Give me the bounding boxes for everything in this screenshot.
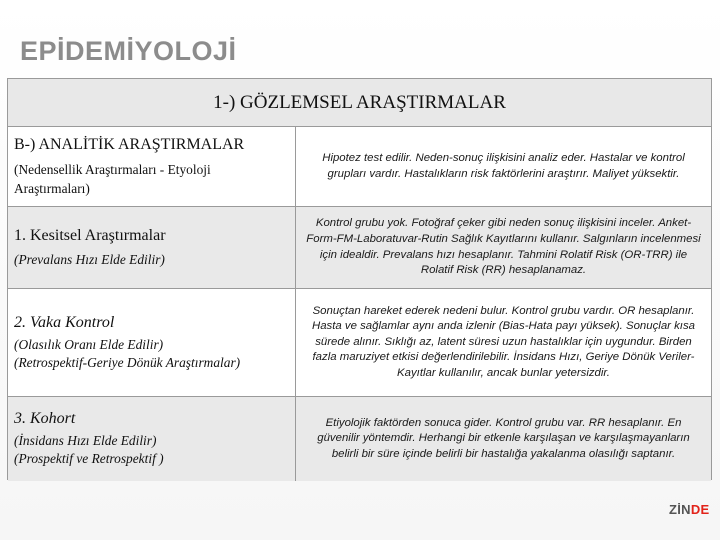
- row-case-control-left: [8, 289, 296, 397]
- row-analytic-left: [8, 127, 296, 207]
- logo-part-2: DE: [690, 502, 710, 517]
- row-case-control-description: Sonuçtan hareket ederek nedeni bulur. Kontrol grubu vardır. OR hesaplanır. Hasta ve sağlamlar aynı anda izlenir (Bias-Hata payı yüksek). Sonuçlar kısa sürede alınır. Sıklığı az, latent süresi uzun hastalıklar için uygundur. Birden fazla maruziyet etkisi değerlendirilebilir. İnsidans Hızı, Geriye Dönük Veriler-Kayıtlar kullanılır, ancak bunlar yetersizdir.: [296, 289, 711, 397]
- row-cross-sectional-description: Kontrol grubu yok. Fotoğraf çeker gibi neden sonuç ilişkisini inceler. Anket-Form-FM-Laboratuvar-Rutin Sağlık Kayıtlarını kullanır. Salgınların incelenmesi için idealdir. Prevalans hızı hesaplanır. Tahmini Rolatif Risk (OR-TRR) ile Rolatif Risk (RR) hesaplanamaz.: [296, 207, 711, 289]
- row-analytic-description: Hipotez test edilir. Neden-sonuç ilişkisini analiz eder. Hastalar ve kontrol grupları vardır. Hastalıkların risk faktörlerini araştırır. Maliyet yüksektir.: [296, 127, 711, 207]
- row-cross-sectional-left: [8, 207, 296, 289]
- row-cohort-title: 3. Kohort: [14, 410, 76, 427]
- row-analytic-title: B-) ANALİTİK ARAŞTIRMALAR: [14, 135, 245, 153]
- row-cohort-subtitle-2: (Prospektif ve Retrospektif ): [14, 451, 164, 466]
- row-case-control-title: 2. Vaka Kontrol: [14, 313, 115, 331]
- observational-research-table: [7, 78, 712, 480]
- row-cohort-subtitle-1: (İnsidans Hızı Elde Edilir): [14, 433, 157, 448]
- row-case-control-subtitle-1: (Olasılık Oranı Elde Edilir): [14, 336, 164, 352]
- row-cross-sectional-subtitle: (Prevalans Hızı Elde Edilir): [14, 251, 165, 267]
- row-cohort-left: [8, 397, 296, 481]
- zinde-logo: [669, 502, 710, 517]
- row-case-control-subtitle-2: (Retrospektif-Geriye Dönük Araştırmalar): [14, 354, 241, 370]
- row-cohort-description: Etiyolojik faktörden sonuca gider. Kontrol grubu var. RR hesaplanır. En güvenilir yöntemdir. Herhangi bir etkenle karşılaşan ve karşılaşmayanların belirli bir süre içinde belirli bir hastalığa yakalanma olasılığı saptanır.: [296, 397, 711, 481]
- logo-part-1: ZİN: [669, 502, 691, 517]
- row-analytic-subtitle: (Nedensellik Araştırmaları - Etyoloji Araştırmaları): [14, 161, 211, 196]
- table-header: 1-) GÖZLEMSEL ARAŞTIRMALAR: [8, 79, 711, 127]
- row-cross-sectional-title: 1. Kesitsel Araştırmalar: [14, 226, 166, 244]
- page-title: EPİDEMİYOLOJİ: [20, 36, 237, 66]
